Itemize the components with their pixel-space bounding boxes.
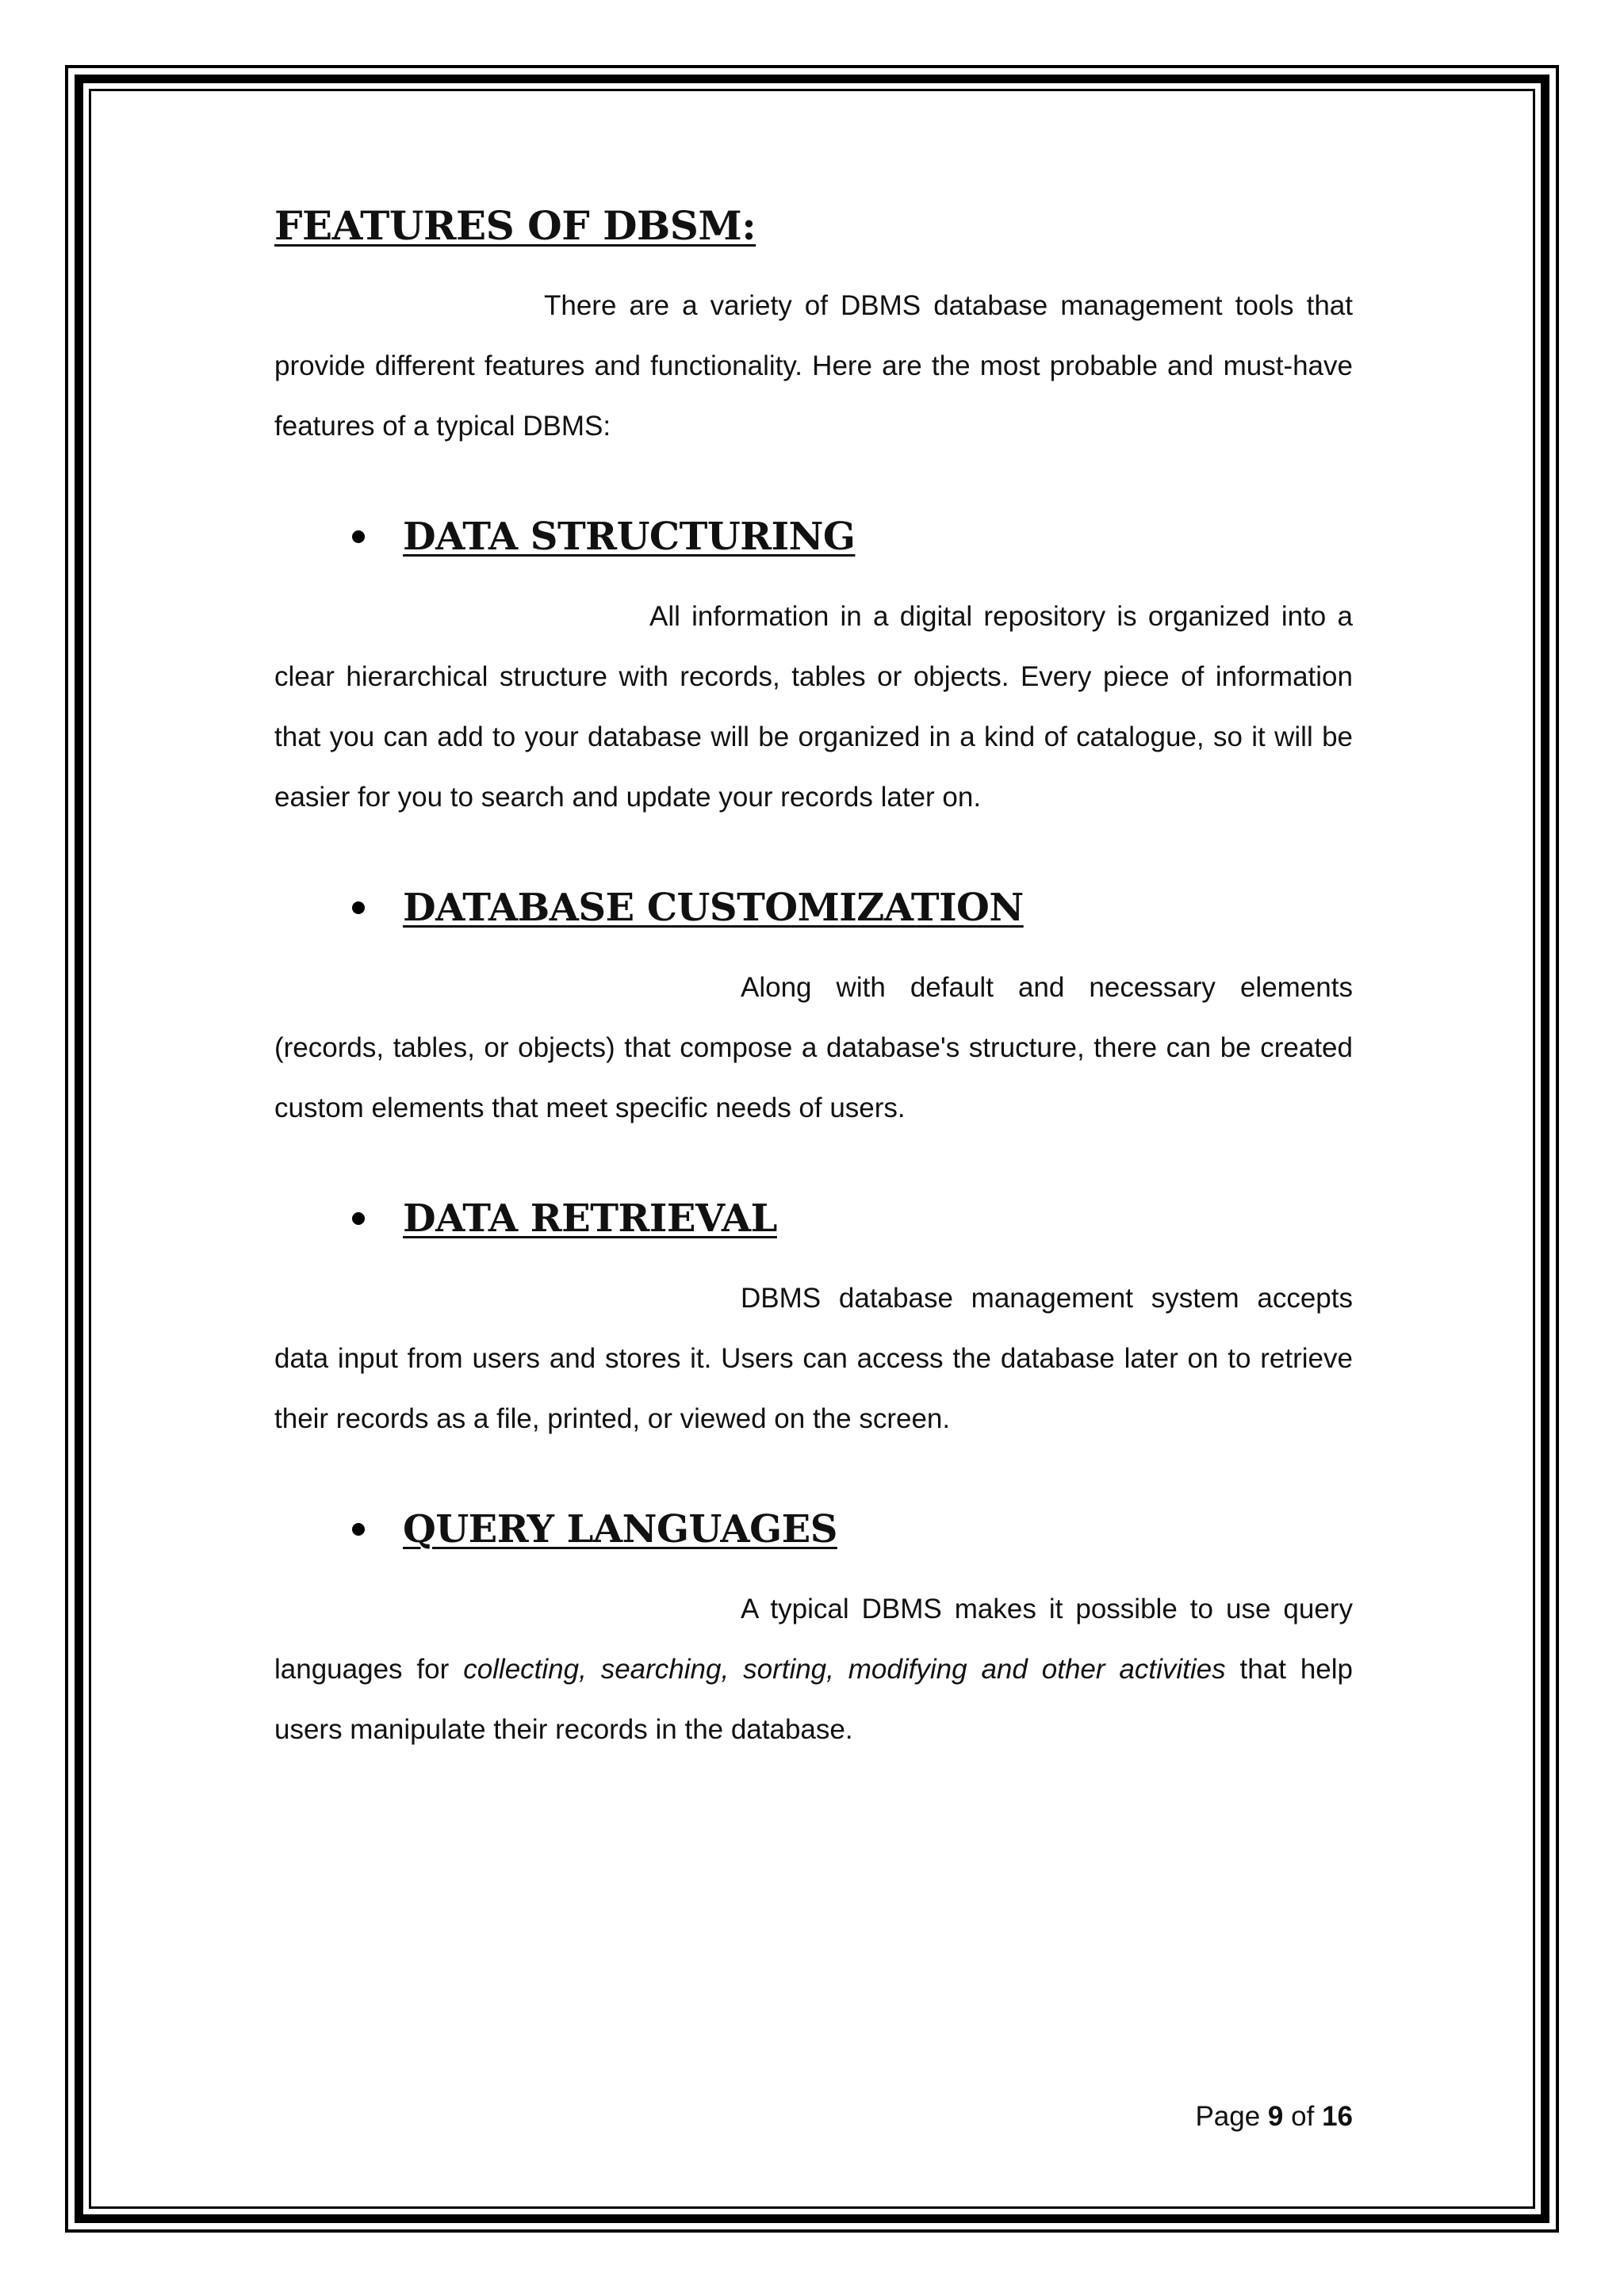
- section-title: QUERY LANGUAGES: [403, 1507, 837, 1552]
- section-title: DATA STRUCTURING: [403, 515, 856, 559]
- section-text-italic: collecting, searching, sorting, modifying and other activities: [463, 1654, 1226, 1685]
- section-title: DATABASE CUSTOMIZATION: [403, 886, 1024, 930]
- section-text: Along with default and necessary elements (records, tables, or objects) that compose a database's structure, there can be created custom elements that meet specific needs of users.: [274, 972, 1353, 1123]
- section-heading-data-structuring: [274, 509, 1353, 564]
- section-text: All information in a digital repository is organized into a clear hierarchical structure with records, tables or objects. Every piece of information that you can add to your database will be organized in a kind of catalogue, so it will be easier for you to search and update your records later on.: [274, 601, 1353, 813]
- section-paragraph-data-structuring: [274, 587, 1353, 828]
- section-paragraph-query-languages: [274, 1579, 1353, 1760]
- total-pages: 16: [1322, 2101, 1353, 2132]
- document-title: FEATURES OF DBSM:: [274, 202, 756, 249]
- section-text-after: that help users manipulate their records in the database.: [274, 1654, 1353, 1745]
- section-text-before: A typical DBMS makes it possible to use query languages for: [274, 1594, 1353, 1685]
- current-page: 9: [1267, 2101, 1284, 2132]
- section-paragraph-data-retrieval: [274, 1269, 1353, 1449]
- page-number: [1195, 2101, 1353, 2133]
- section-title: DATA RETRIEVAL: [403, 1196, 777, 1241]
- bullet-icon: [352, 901, 365, 914]
- intro-text: There are a variety of DBMS database management tools that provide different features and functionality. Here are the most probable and must-have features of a typical DBMS:: [274, 290, 1353, 442]
- intro-paragraph: [274, 276, 1353, 457]
- section-heading-data-retrieval: [274, 1191, 1353, 1246]
- document-body: [274, 198, 1353, 1760]
- of-label: of: [1291, 2101, 1315, 2132]
- page-label: Page: [1195, 2101, 1261, 2132]
- bullet-icon: [352, 530, 365, 543]
- section-text: DBMS database management system accepts data input from users and stores it. Users can access the database later on to retrieve their records as a file, printed, or viewed on the screen.: [274, 1283, 1353, 1434]
- section-heading-database-customization: [274, 880, 1353, 936]
- section-paragraph-database-customization: [274, 958, 1353, 1138]
- bullet-icon: [352, 1523, 365, 1536]
- bullet-icon: [352, 1212, 365, 1225]
- section-heading-query-languages: [274, 1502, 1353, 1557]
